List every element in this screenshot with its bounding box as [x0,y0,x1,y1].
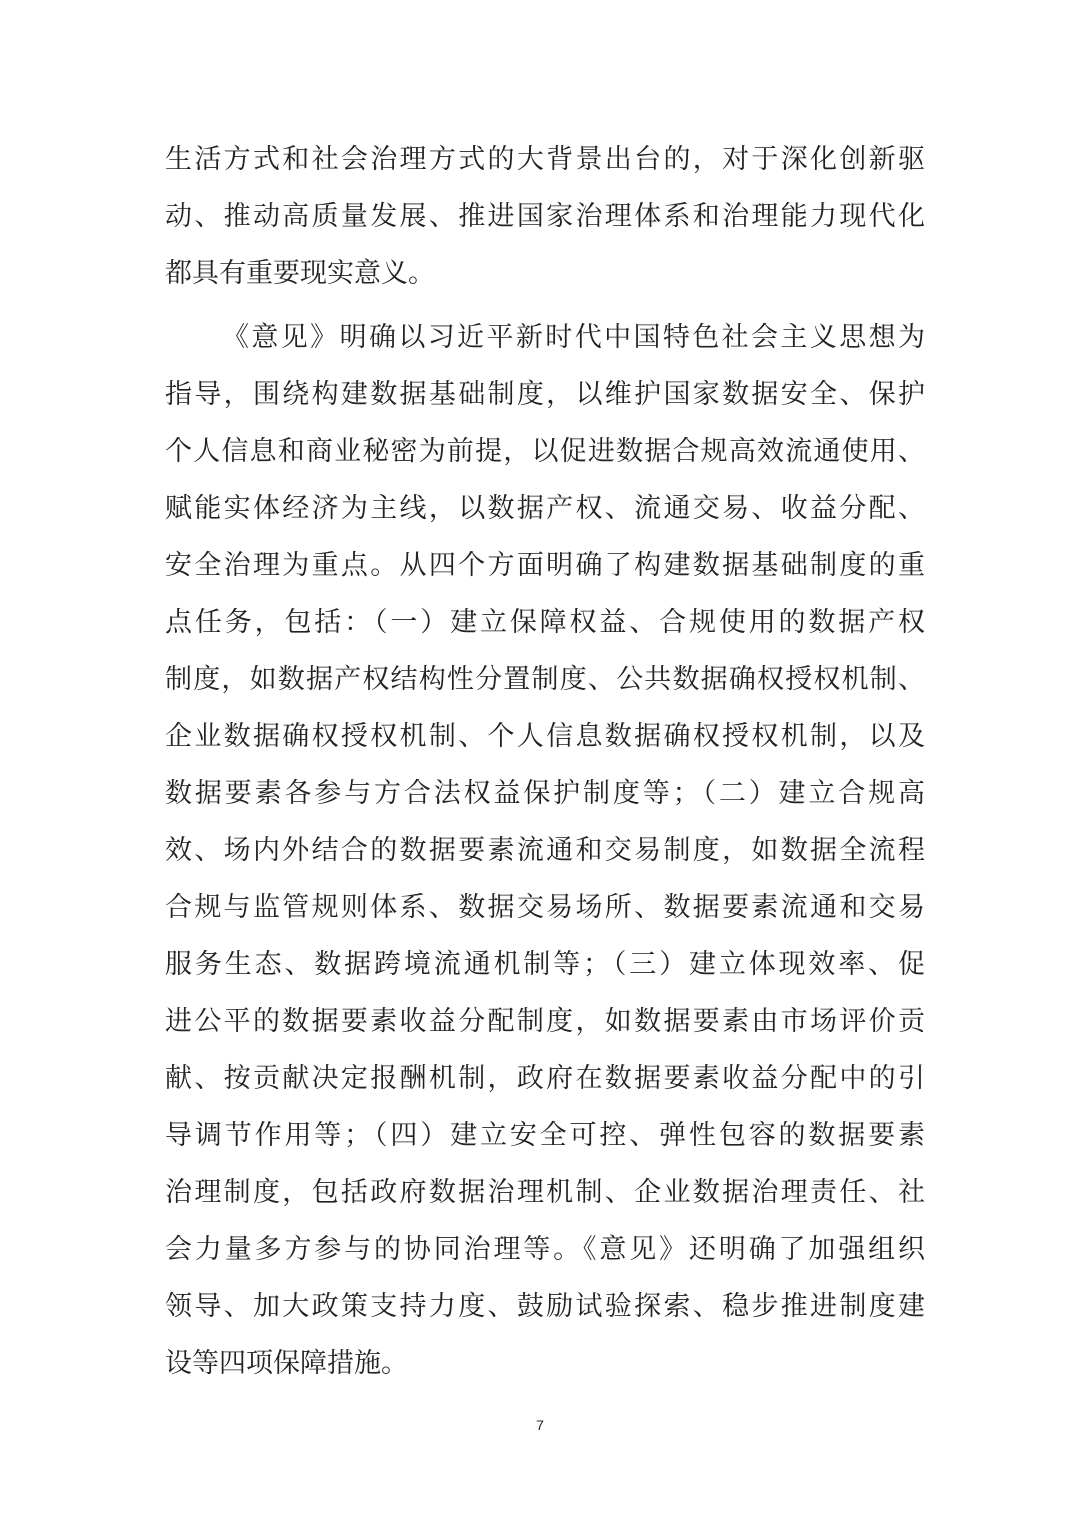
paragraph-line: 设等四项保障措施。 [165,1348,408,1379]
paragraph-line: 个人信息和商业秘密为前提，以促进数据合规高效流通使用、 [165,436,925,467]
paragraph-line: 都具有重要现实意义。 [165,258,435,289]
paragraph-line: 指导，围绕构建数据基础制度，以维护国家数据安全、保护 [165,379,925,410]
paragraph-line: 进公平的数据要素收益分配制度，如数据要素由市场评价贡 [165,1006,925,1037]
paragraph-line: 数据要素各参与方合法权益保护制度等；（二）建立合规高 [165,778,925,809]
paragraph-line: 导调节作用等；（四）建立安全可控、弹性包容的数据要素 [165,1120,925,1151]
paragraph-line: 效、场内外结合的数据要素流通和交易制度，如数据全流程 [165,835,925,866]
paragraph-line: 献、按贡献决定报酬机制，政府在数据要素收益分配中的引 [165,1063,925,1094]
paragraph-line: 企业数据确权授权机制、个人信息数据确权授权机制，以及 [165,721,925,752]
paragraph-line: 领导、加大政策支持力度、鼓励试验探索、稳步推进制度建 [165,1291,925,1322]
paragraph-line: 治理制度，包括政府数据治理机制、企业数据治理责任、社 [165,1177,925,1208]
paragraph-1 [165,131,925,302]
paragraph-line: 服务生态、数据跨境流通机制等；（三）建立体现效率、促 [165,949,925,980]
paragraph-line: 制度，如数据产权结构性分置制度、公共数据确权授权机制、 [165,664,925,695]
paragraph-line: 会力量多方参与的协同治理等。《意见》还明确了加强组织 [165,1234,925,1265]
paragraph-line: 合规与监管规则体系、数据交易场所、数据要素流通和交易 [165,892,925,923]
paragraph-line: 生活方式和社会治理方式的大背景出台的，对于深化创新驱 [165,144,925,175]
paragraph-2 [165,309,925,1392]
paragraph-line: 赋能实体经济为主线，以数据产权、流通交易、收益分配、 [165,493,925,524]
paragraph-line: 动、推动高质量发展、推进国家治理体系和治理能力现代化 [165,201,925,232]
paragraph-line: 点任务，包括：（一）建立保障权益、合规使用的数据产权 [165,607,925,638]
paragraph-line: 安全治理为重点。从四个方面明确了构建数据基础制度的重 [165,550,925,581]
page-number: 7 [536,1417,544,1433]
paragraph-line: 《意见》明确以习近平新时代中国特色社会主义思想为 [222,322,925,353]
